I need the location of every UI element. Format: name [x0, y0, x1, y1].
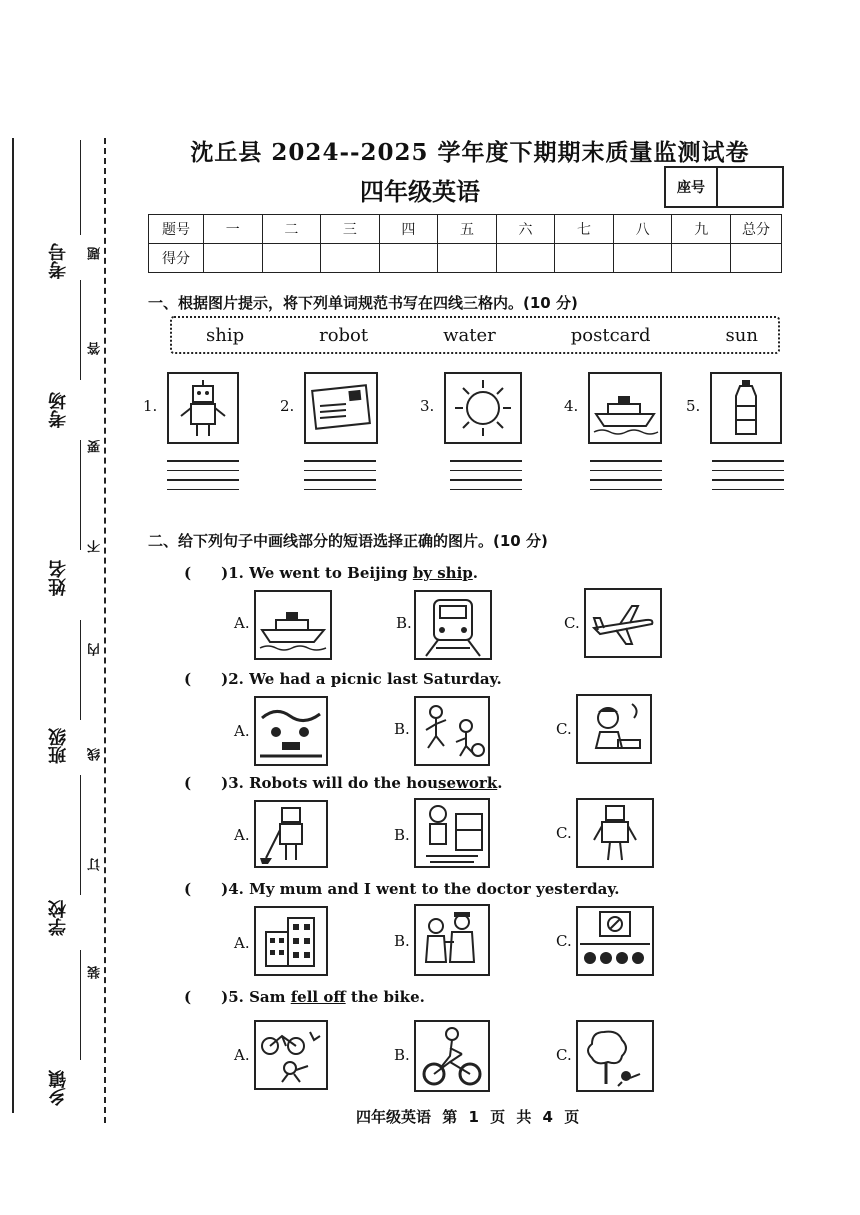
four-line-grid[interactable] — [167, 460, 239, 498]
question-3: ( )3. Robots will do the housework. — [184, 774, 503, 792]
seat-number-box — [664, 166, 784, 208]
item-number: 5. — [686, 397, 701, 415]
option-label: C. — [556, 824, 572, 842]
postcard-icon — [304, 372, 378, 444]
robot-sweeping-icon[interactable] — [254, 800, 328, 868]
score-table-score-row — [149, 244, 782, 273]
picnic-icon[interactable] — [254, 696, 328, 766]
field-label-class: 班级 — [48, 728, 69, 764]
option-label: C. — [556, 932, 572, 950]
score-table-col: 六 — [496, 215, 555, 244]
bike-fall-icon[interactable] — [254, 1020, 328, 1090]
option-label: B. — [396, 614, 412, 632]
water-bottle-icon — [710, 372, 782, 444]
warning-char-zhuang: 装 — [88, 966, 103, 979]
score-cell[interactable] — [262, 244, 321, 273]
kids-playing-icon[interactable] — [414, 696, 490, 766]
margin-border-line — [12, 138, 14, 1113]
seat-number-label: 座号 — [666, 168, 718, 206]
option-label: B. — [394, 932, 410, 950]
robot-icon — [167, 372, 239, 444]
page-footer: 四年级英语 第 1 页 共 4 页 — [356, 1108, 580, 1126]
section2-heading: 二、给下列句子中画线部分的短语选择正确的图片。(10 分) — [148, 532, 548, 550]
answer-paren[interactable]: ( — [184, 564, 192, 582]
question-4: ( )4. My mum and I went to the doctor yesterday. — [184, 880, 620, 898]
robot-kitchen-icon[interactable] — [414, 798, 490, 868]
question-1: ( )1. We went to Beijing by ship. — [184, 564, 479, 582]
score-table — [148, 214, 782, 273]
score-table-col: 五 — [438, 215, 497, 244]
four-line-grid[interactable] — [590, 460, 662, 498]
option-label: A. — [234, 722, 250, 740]
option-label: A. — [234, 614, 250, 632]
warning-char-da: 答 — [88, 342, 103, 355]
field-label-kaochang: 考场 — [48, 392, 69, 428]
option-label: A. — [234, 1046, 250, 1064]
score-cell[interactable] — [613, 244, 672, 273]
warning-char-ti: 题 — [88, 247, 103, 260]
score-table-col: 三 — [321, 215, 380, 244]
warning-char-xian: 线 — [88, 748, 103, 761]
field-line-kaohao — [80, 140, 81, 235]
score-cell[interactable] — [496, 244, 555, 273]
answer-paren[interactable]: ( — [184, 670, 192, 688]
ship-icon — [588, 372, 662, 444]
seat-number-field[interactable] — [718, 168, 782, 206]
score-cell[interactable] — [731, 244, 782, 273]
score-cell[interactable] — [379, 244, 438, 273]
option-label: A. — [234, 826, 250, 844]
warning-char-yao: 要 — [88, 440, 103, 453]
section1-heading: 一、根据图片提示，将下列单词规范书写在四线三格内。(10 分) — [148, 294, 578, 312]
plane-icon[interactable] — [584, 588, 662, 658]
option-label: C. — [556, 1046, 572, 1064]
answer-paren[interactable]: ( — [184, 880, 192, 898]
building-icon[interactable] — [254, 906, 328, 976]
four-line-grid[interactable] — [450, 460, 522, 498]
exam-title: 沈丘县 2024--2025 学年度下期期末质量监测试卷 — [190, 139, 750, 166]
field-line-name — [80, 440, 81, 550]
score-cell[interactable] — [555, 244, 614, 273]
field-line-town — [80, 950, 81, 1060]
score-cell[interactable] — [438, 244, 497, 273]
doctor-icon[interactable] — [414, 904, 490, 976]
word-bank-item: postcard — [570, 324, 651, 346]
score-table-col: 八 — [613, 215, 672, 244]
item-number: 2. — [280, 397, 295, 415]
field-line-kaochang — [80, 280, 81, 380]
word-bank-item: ship — [206, 324, 245, 346]
option-label: C. — [564, 614, 580, 632]
score-table-col: 九 — [672, 215, 731, 244]
item-number: 3. — [420, 397, 435, 415]
word-bank — [170, 316, 780, 354]
score-table-col: 总分 — [731, 215, 782, 244]
score-table-row-label: 得分 — [149, 244, 204, 273]
score-table-row-label: 题号 — [149, 215, 204, 244]
score-table-header-row — [149, 215, 782, 244]
score-cell[interactable] — [672, 244, 731, 273]
warning-char-nei: 内 — [88, 643, 103, 656]
field-line-class — [80, 620, 81, 720]
four-line-grid[interactable] — [712, 460, 784, 498]
bike-ride-icon[interactable] — [414, 1020, 490, 1092]
score-table-col: 二 — [262, 215, 321, 244]
word-bank-item: robot — [319, 324, 369, 346]
exam-subtitle: 四年级英语 — [360, 178, 480, 206]
cinema-icon[interactable] — [576, 906, 654, 976]
warning-char-bu: 不 — [88, 540, 103, 553]
field-label-name: 姓名 — [48, 560, 69, 596]
answer-paren[interactable]: ( — [184, 988, 192, 1006]
robot-standing-icon[interactable] — [576, 798, 654, 868]
ship-icon[interactable] — [254, 590, 332, 660]
score-table-col: 四 — [379, 215, 438, 244]
item-number: 4. — [564, 397, 579, 415]
train-icon[interactable] — [414, 590, 492, 660]
word-bank-item: sun — [725, 324, 758, 346]
sun-icon — [444, 372, 522, 444]
option-label: B. — [394, 720, 410, 738]
score-cell[interactable] — [204, 244, 263, 273]
score-table-col: 一 — [204, 215, 263, 244]
field-label-town: 乡镇 — [48, 1070, 69, 1106]
four-line-grid[interactable] — [304, 460, 376, 498]
warning-char-ding: 订 — [88, 858, 103, 871]
score-cell[interactable] — [321, 244, 380, 273]
option-label: C. — [556, 720, 572, 738]
option-label: B. — [394, 826, 410, 844]
tree-fall-icon[interactable] — [576, 1020, 654, 1092]
score-table-col: 七 — [555, 215, 614, 244]
option-label: B. — [394, 1046, 410, 1064]
question-5: ( )5. Sam fell off the bike. — [184, 988, 425, 1006]
option-label: A. — [234, 934, 250, 952]
reading-boy-icon[interactable] — [576, 694, 652, 764]
question-2: ( )2. We had a picnic last Saturday. — [184, 670, 502, 688]
field-label-kaohao: 考号 — [48, 243, 69, 279]
answer-paren[interactable]: ( — [184, 774, 192, 792]
word-bank-item: water — [443, 324, 496, 346]
field-label-school: 学校 — [48, 900, 69, 936]
item-number: 1. — [143, 397, 158, 415]
field-line-school — [80, 775, 81, 895]
